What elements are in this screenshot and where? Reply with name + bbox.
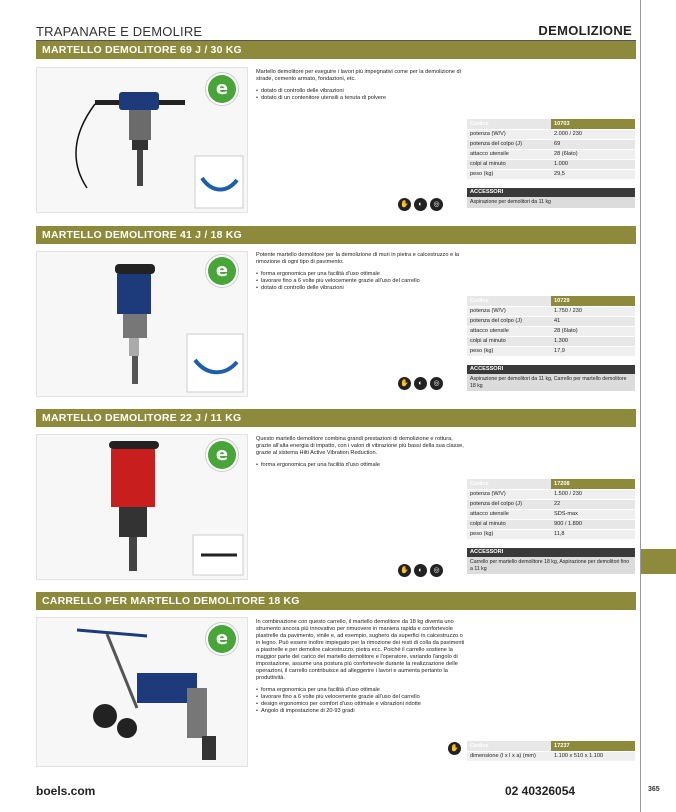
- product-title: CARRELLO PER MARTELLO DEMOLITORE 18 KG: [36, 592, 636, 610]
- spec-value: 28 (6lato): [551, 149, 635, 159]
- ear-protection-icon: ◐: [414, 198, 427, 211]
- product-description: [256, 436, 466, 469]
- page-number: 365: [648, 786, 660, 793]
- goggles-icon: ◎: [430, 377, 443, 390]
- spec-label: potenza (W/V): [467, 489, 551, 499]
- product-code: 17208: [551, 479, 635, 489]
- spec-table: [467, 479, 635, 540]
- spec-value: 69: [551, 139, 635, 149]
- safety-icons: [398, 564, 443, 577]
- goggles-icon: ◎: [430, 198, 443, 211]
- spec-label: potenza (W/V): [467, 129, 551, 139]
- gloves-icon: ✋: [448, 742, 461, 755]
- phone-number: 02 40326054: [505, 784, 576, 798]
- feature-item: • forma ergonomica per una facilità d'uso ottimale: [256, 271, 466, 278]
- spec-header-label: Codice: [467, 296, 551, 306]
- spec-label: colpi al minuto: [467, 336, 551, 346]
- product-description: [256, 69, 466, 102]
- spec-label: colpi al minuto: [467, 159, 551, 169]
- feature-item: • forma ergonomica per una facilità d'uso ottimale: [256, 462, 466, 469]
- product-code: 10729: [551, 296, 635, 306]
- category-title: TRAPANARE E DEMOLIRE: [36, 24, 203, 39]
- spec-value: 22: [551, 499, 635, 509]
- accessories-box: [467, 548, 635, 574]
- spec-value: 1.000: [551, 159, 635, 169]
- ear-protection-icon: ◐: [414, 564, 427, 577]
- feature-item: • lavorare fino a 6 volte più velocemente grazie all'uso del carrello: [256, 694, 466, 701]
- accessories-text: Aspirazione per demolitori da 11 kg, Carrello per martello demolitore 18 kg: [467, 374, 635, 391]
- page-edge-line: [640, 0, 641, 812]
- spec-label: attacco utensile: [467, 509, 551, 519]
- spec-label: potenza del colpo (J): [467, 499, 551, 509]
- website-link[interactable]: boels.com: [36, 784, 96, 798]
- spec-header-label: Codice: [467, 741, 551, 751]
- spec-label: potenza del colpo (J): [467, 139, 551, 149]
- spec-value: 1.750 / 230: [551, 306, 635, 316]
- product-description: [256, 619, 466, 715]
- spec-label: potenza (W/V): [467, 306, 551, 316]
- product-code: 10703: [551, 119, 635, 129]
- spec-label: attacco utensile: [467, 149, 551, 159]
- spec-value: 1.500 / 230: [551, 489, 635, 499]
- safety-icons: [398, 198, 443, 211]
- goggles-icon: ◎: [430, 564, 443, 577]
- gloves-icon: ✋: [398, 377, 411, 390]
- product-title: MARTELLO DEMOLITORE 41 J / 18 KG: [36, 226, 636, 244]
- accessories-text: Carrello per martello demolitore 18 kg, Aspirazione per demolitori fino a 11 kg: [467, 557, 635, 574]
- feature-item: • lavorare fino a 6 volte più velocemente grazie all'uso del carrello: [256, 278, 466, 285]
- gloves-icon: ✋: [398, 564, 411, 577]
- product-code: 17237: [551, 741, 635, 751]
- ear-protection-icon: ◐: [414, 377, 427, 390]
- spec-label: peso (kg): [467, 346, 551, 356]
- feature-item: • dotato di controllo delle vibrazioni: [256, 88, 466, 95]
- eco-badge: e: [205, 622, 239, 656]
- accessories-header: ACCESSORI: [467, 548, 635, 557]
- spec-label: attacco utensile: [467, 326, 551, 336]
- spec-table: [467, 741, 635, 762]
- spec-header-label: Codice: [467, 119, 551, 129]
- product-title: MARTELLO DEMOLITORE 22 J / 11 KG: [36, 409, 636, 427]
- spec-label: peso (kg): [467, 529, 551, 539]
- product-title: MARTELLO DEMOLITORE 69 J / 30 KG: [36, 41, 636, 59]
- accessories-text: Aspirazione per demolitori da 11 kg: [467, 197, 635, 208]
- spec-table: [467, 296, 635, 357]
- spec-value: 11,8: [551, 529, 635, 539]
- feature-item: • design ergonomico per comfort d'uso ottimale e vibrazioni ridotte: [256, 701, 466, 708]
- spec-value: 41: [551, 316, 635, 326]
- description-text: Martello demolitore per eseguire i lavori più impegnativi come per la demolizione di strade, cemento armato, fondazioni, etc.: [256, 69, 461, 82]
- spec-label: potenza del colpo (J): [467, 316, 551, 326]
- eco-badge: e: [205, 72, 239, 106]
- accessories-box: [467, 365, 635, 391]
- description-text: Potente martello demolitore per la demolizione di muri in pietra e calcestruzzo e la rimozione di ogni tipo di pavimento.: [256, 252, 460, 265]
- spec-value: 2.000 / 230: [551, 129, 635, 139]
- safety-icons: [448, 742, 461, 755]
- spec-value: 17,9: [551, 346, 635, 356]
- eco-badge: e: [205, 438, 239, 472]
- gloves-icon: ✋: [398, 198, 411, 211]
- description-text: Questo martello demolitore combina grandi prestazioni di demolizione e rottura, grazie all'alta energia di impatto, con i valori di vibrazione più bassi della sua classe, grazie al sistema Hilti Active Vibration Reduction.: [256, 436, 464, 456]
- description-text: In combinazione con questo carrello, il martello demolitore da 18 kg diventa uno strumento ancora più innovativo per rimuovere in maniera rapida e confortevole piastrelle da pavimento, vinile e, ad esempio, sughero da superfici in calcestruzzo o in legno. Può essere inoltre impiegato per la rimozione dei resti di colla da pavimenti a piastrelle e per demolire calcestruzzo, pietra ecc. Poiché il carrello sostiene la maggior parte del carico del martello demolitore e l'operatore, variando l'angolo di impostazione, assume una postura più confortevole durante la realizzazione delle operazioni, il carrello contribuisce ad alleggerire i lavori e aumenta pertanto la produttività.: [256, 619, 465, 681]
- spec-value: 28 (6lato): [551, 326, 635, 336]
- accessories-header: ACCESSORI: [467, 365, 635, 374]
- eco-badge: e: [205, 254, 239, 288]
- feature-item: • dotato di controllo delle vibrazioni: [256, 285, 466, 292]
- accessories-header: ACCESSORI: [467, 188, 635, 197]
- chapter-tab: [641, 549, 676, 574]
- spec-value: 1.300: [551, 336, 635, 346]
- spec-value: SDS-max: [551, 509, 635, 519]
- spec-value: 29,5: [551, 169, 635, 179]
- spec-label: colpi al minuto: [467, 519, 551, 529]
- product-description: [256, 252, 466, 292]
- spec-value: 1.100 x 510 x 1.100: [551, 751, 635, 761]
- spec-table: [467, 119, 635, 180]
- feature-item: • Angolo di impostazione di 20-93 gradi: [256, 708, 466, 715]
- accessories-box: [467, 188, 635, 208]
- spec-label: peso (kg): [467, 169, 551, 179]
- section-title: DEMOLIZIONE: [538, 23, 632, 38]
- feature-item: • dotato di un contenitore utensili a tenuta di polvere: [256, 95, 466, 102]
- spec-label: dimensione (l x l x a) (mm): [467, 751, 551, 761]
- feature-item: • forma ergonomica per una facilità d'uso ottimale: [256, 687, 466, 694]
- safety-icons: [398, 377, 443, 390]
- spec-header-label: Codice: [467, 479, 551, 489]
- spec-value: 900 / 1.890: [551, 519, 635, 529]
